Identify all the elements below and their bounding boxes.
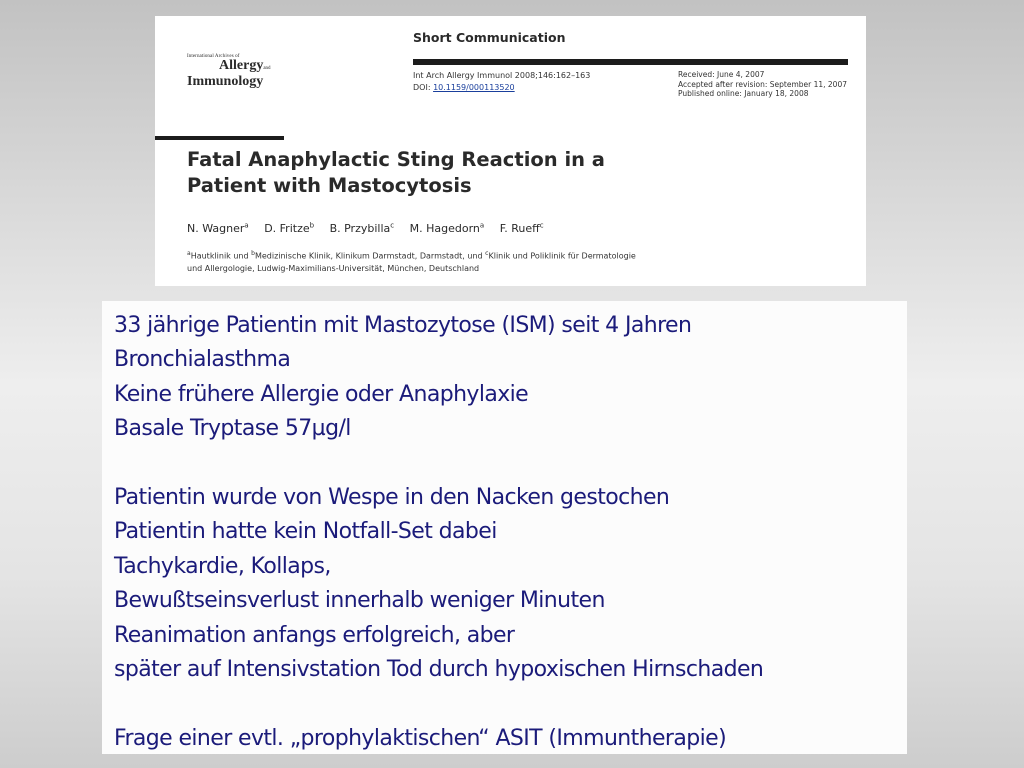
- title-rule: [155, 136, 284, 140]
- author-affiliation-mark: c: [390, 221, 395, 229]
- affiliation-line1: [187, 248, 787, 263]
- paper-title: [187, 147, 807, 199]
- received-date: Received: June 4, 2007: [678, 70, 765, 79]
- author: [330, 222, 395, 235]
- blank-line: [114, 447, 907, 481]
- citation-line: Int Arch Allergy Immunol 2008;146:162–163: [413, 71, 591, 80]
- author: [187, 222, 249, 235]
- text-line: Reanimation anfangs erfolgreich, aber: [114, 622, 515, 648]
- text-line: Patientin hatte kein Notfall-Set dabei: [114, 519, 497, 545]
- affiliation-b: Medizinische Klinik, Klinikum Darmstadt, Darmstadt, und: [254, 251, 486, 261]
- author-name: F. Rueff: [499, 221, 540, 235]
- paper-title-line1: Fatal Anaphylactic Sting Reaction in a: [187, 148, 605, 171]
- author: [264, 222, 314, 235]
- affiliations: [187, 248, 787, 276]
- citation-block: [413, 70, 590, 94]
- journal-logo-line1: International Archives of: [187, 54, 240, 59]
- text-line: Basale Tryptase 57µg/l: [114, 416, 351, 442]
- author-name: M. Hagedorn: [409, 221, 480, 235]
- author-name: B. Przybilla: [329, 221, 391, 235]
- author-affiliation-mark: b: [309, 221, 315, 229]
- affiliation-mark-a: a: [187, 250, 191, 257]
- text-line: Keine frühere Allergie oder Anaphylaxie: [114, 381, 529, 407]
- author-name: D. Fritze: [264, 221, 310, 235]
- author-list: [187, 221, 556, 235]
- author: [500, 222, 544, 235]
- published-date: Published online: January 18, 2008: [678, 89, 809, 98]
- text-line: Frage einer evtl. „prophylaktischen“ ASIT (Immuntherapie): [114, 725, 727, 751]
- doi-label: DOI:: [413, 83, 431, 92]
- journal-logo: [187, 54, 297, 89]
- doi-link[interactable]: 10.1159/000113520: [433, 83, 515, 92]
- affiliation-a: Hautklinik und: [190, 251, 252, 261]
- author-affiliation-mark: a: [479, 221, 485, 229]
- text-line: Bronchialasthma: [114, 347, 291, 373]
- text-line: Patientin wurde von Wespe in den Nacken gestochen: [114, 484, 670, 510]
- affiliation-line2: und Allergologie, Ludwig-Maximilians-Universität, München, Deutschland: [187, 264, 480, 274]
- doi-line: [413, 82, 590, 94]
- blank-line: [114, 687, 907, 721]
- affiliation-mark-c: c: [485, 250, 489, 257]
- text-line: Bewußtseinsverlust innerhalb weniger Minuten: [114, 588, 605, 614]
- author-name: N. Wagner: [187, 221, 245, 235]
- paper-title-line2: Patient with Mastocytosis: [187, 174, 472, 197]
- journal-logo-line2: [219, 60, 297, 75]
- journal-logo-allergy: Allergy: [219, 58, 264, 73]
- text-line: 33 jährige Patientin mit Mastozytose (ISM) seit 4 Jahren: [114, 313, 692, 338]
- text-line: später auf Intensivstation Tod durch hypoxischen Hirnschaden: [114, 656, 764, 682]
- communication-type: Short Communication: [413, 30, 566, 45]
- accepted-date: Accepted after revision: September 11, 2007: [678, 79, 847, 89]
- case-summary-text: [102, 301, 907, 754]
- journal-logo-line3: Immunology: [187, 74, 264, 89]
- journal-logo-and: and: [263, 66, 271, 71]
- author-affiliation-mark: a: [244, 221, 249, 229]
- text-line: Tachykardie, Kollaps,: [114, 553, 331, 579]
- affiliation-c: Klinik und Poliklinik für Dermatologie: [488, 251, 636, 261]
- paper-header-image: [155, 16, 866, 286]
- dates-block: [678, 70, 847, 99]
- affiliation-mark-b: b: [251, 250, 255, 257]
- header-rule: [413, 59, 848, 65]
- author-affiliation-mark: c: [539, 221, 544, 229]
- author: [410, 222, 485, 235]
